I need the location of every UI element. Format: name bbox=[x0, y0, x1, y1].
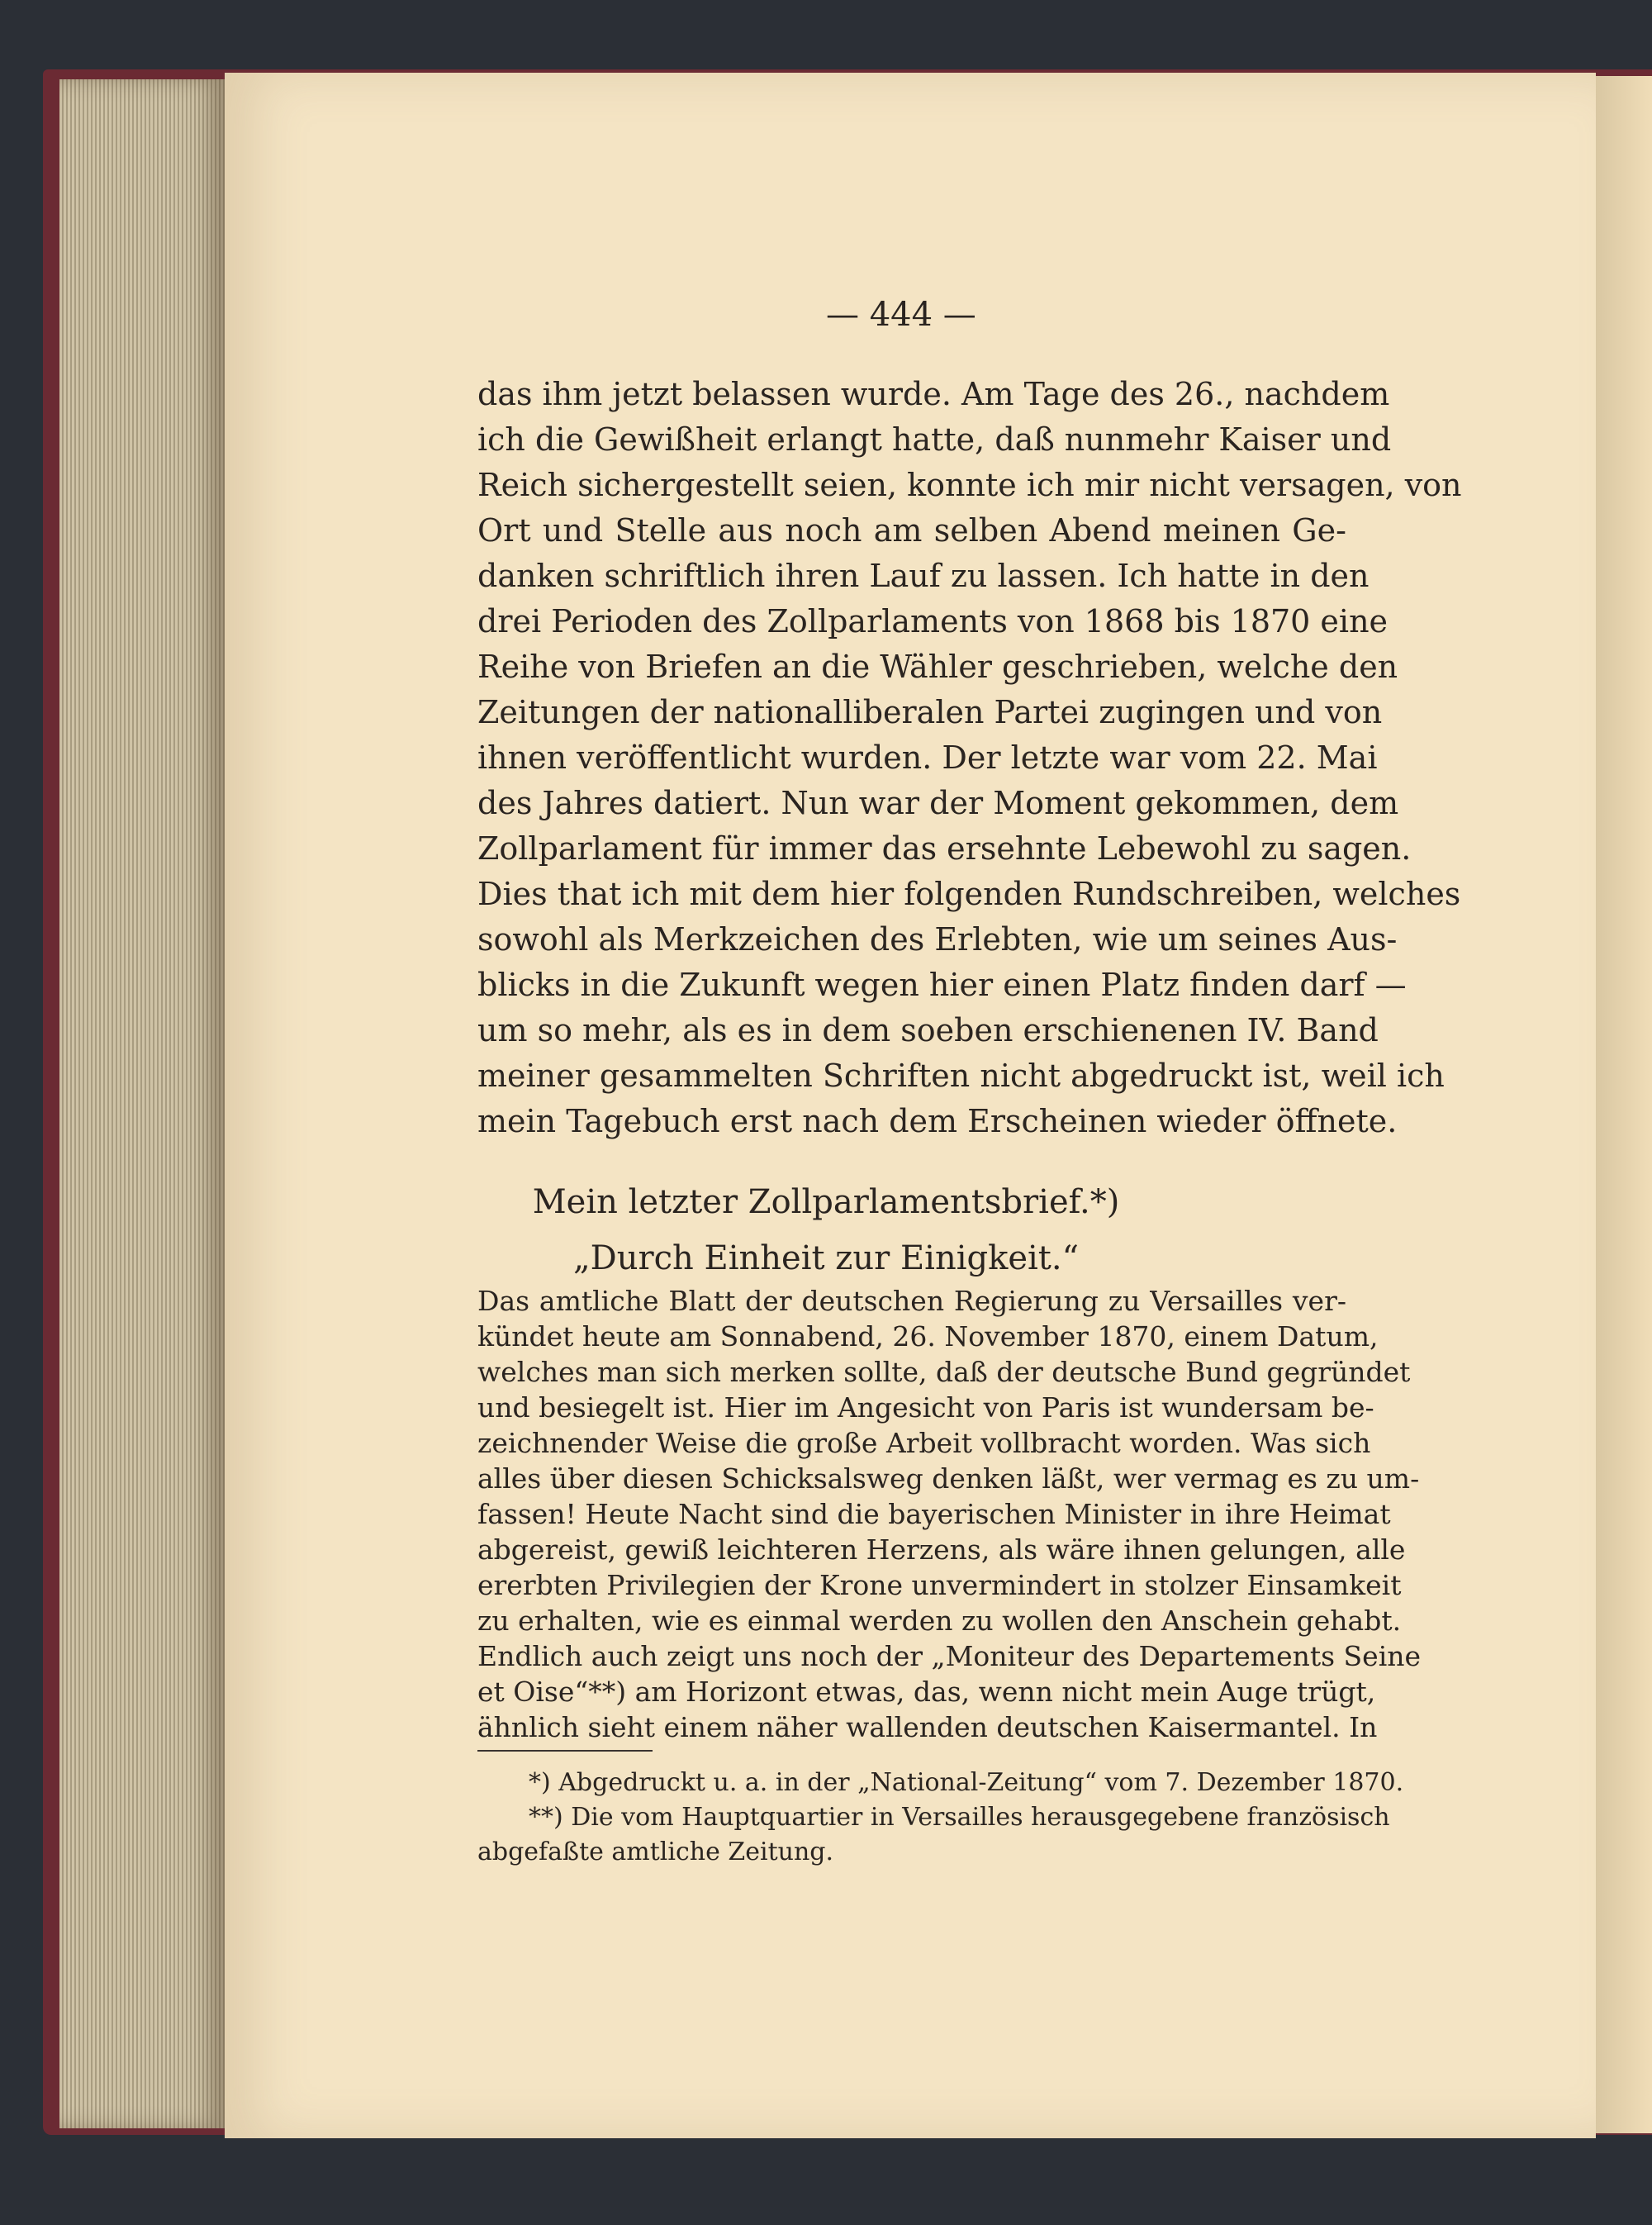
body-line: um so mehr, als es in dem soeben erschienenen IV. Band bbox=[477, 1012, 1379, 1048]
body-line: danken schriftlich ihren Lauf zu lassen. Ich hatte in den bbox=[477, 558, 1370, 594]
letter-line: Das amtliche Blatt der deutschen Regierung zu Versailles ver- bbox=[477, 1285, 1346, 1317]
letter-line: zu erhalten, wie es einmal werden zu wollen den Anschein gehabt. bbox=[477, 1605, 1402, 1637]
footnote: **) Die vom Hauptquartier in Versailles herausgegebene französisch bbox=[529, 1803, 1390, 1832]
footnote-rule bbox=[477, 1750, 653, 1752]
page-number: — 444 — bbox=[826, 296, 976, 334]
footnote: abgefaßte amtliche Zeitung. bbox=[477, 1838, 834, 1866]
body-line: mein Tagebuch erst nach dem Erscheinen wieder öffnete. bbox=[477, 1103, 1398, 1139]
letter-line: Endlich auch zeigt uns noch der „Moniteur des Departements Seine bbox=[477, 1640, 1422, 1672]
body-line: Zeitungen der nationalliberalen Partei zugingen und von bbox=[477, 694, 1383, 730]
body-line: ich die Gewißheit erlangt hatte, daß nunmehr Kaiser und bbox=[477, 421, 1392, 458]
body-line: das ihm jetzt belassen wurde. Am Tage des 26., nachdem bbox=[477, 376, 1390, 412]
letter-line: und besiegelt ist. Hier im Angesicht von Paris ist wundersam be- bbox=[477, 1391, 1374, 1424]
footnote: *) Abgedruckt u. a. in der „National-Zeitung“ vom 7. Dezember 1870. bbox=[529, 1768, 1404, 1797]
letter-line: ähnlich sieht einem näher wallenden deutschen Kaisermantel. In bbox=[477, 1711, 1378, 1743]
letter-heading: Mein letzter Zollparlamentsbrief.*) bbox=[532, 1183, 1120, 1221]
body-line: drei Perioden des Zollparlaments von 1868 bis 1870 eine bbox=[477, 603, 1389, 639]
body-line: des Jahres datiert. Nun war der Moment gekommen, dem bbox=[477, 785, 1399, 821]
body-line: Reihe von Briefen an die Wähler geschrieben, welche den bbox=[477, 649, 1398, 685]
letter-line: et Oise“**) am Horizont etwas, das, wenn nicht mein Auge trügt, bbox=[477, 1676, 1376, 1708]
body-line: ihnen veröffentlicht wurden. Der letzte war vom 22. Mai bbox=[477, 739, 1378, 776]
letter-line: kündet heute am Sonnabend, 26. November 1870, einem Datum, bbox=[477, 1320, 1379, 1353]
body-line: blicks in die Zukunft wegen hier einen Platz finden darf — bbox=[477, 967, 1407, 1003]
letter-line: abgereist, gewiß leichteren Herzens, als wäre ihnen gelungen, alle bbox=[477, 1533, 1406, 1566]
letter-subheading: „Durch Einheit zur Einigkeit.“ bbox=[572, 1239, 1080, 1277]
body-line: Zollparlament für immer das ersehnte Lebewohl zu sagen. bbox=[477, 830, 1412, 867]
next-page-edge bbox=[1596, 76, 1652, 2133]
body-line: Dies that ich mit dem hier folgenden Rundschreiben, welches bbox=[477, 876, 1461, 912]
page-edges bbox=[59, 79, 225, 2128]
body-line: Reich sichergestellt seien, konnte ich mir nicht versagen, von bbox=[477, 467, 1462, 503]
letter-line: alles über diesen Schicksalsweg denken läßt, wer vermag es zu um- bbox=[477, 1462, 1420, 1495]
letter-line: zeichnender Weise die große Arbeit vollbracht worden. Was sich bbox=[477, 1427, 1371, 1459]
letter-line: ererbten Privilegien der Krone unvermindert in stolzer Einsamkeit bbox=[477, 1569, 1402, 1601]
body-line: Ort und Stelle aus noch am selben Abend meinen Ge- bbox=[477, 512, 1346, 549]
body-line: sowohl als Merkzeichen des Erlebten, wie um seines Aus- bbox=[477, 921, 1398, 958]
body-line: meiner gesammelten Schriften nicht abgedruckt ist, weil ich bbox=[477, 1058, 1445, 1094]
letter-line: fassen! Heute Nacht sind die bayerischen Minister in ihre Heimat bbox=[477, 1498, 1391, 1530]
letter-line: welches man sich merken sollte, daß der deutsche Bund gegründet bbox=[477, 1356, 1411, 1388]
